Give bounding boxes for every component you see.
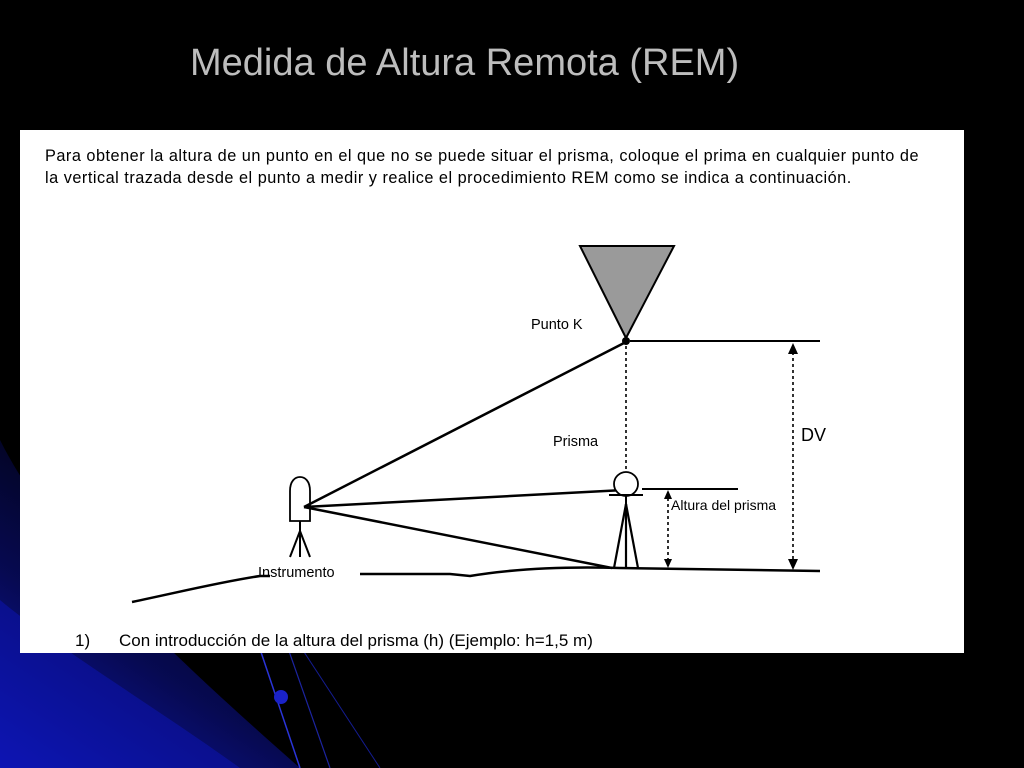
label-altura-prisma: Altura del prisma: [671, 497, 777, 513]
label-instrumento: Instrumento: [258, 565, 335, 581]
label-prisma: Prisma: [553, 434, 599, 450]
document-panel: [20, 130, 964, 653]
intro-paragraph: Para obtener la altura de un punto en el que no se puede situar el prisma, coloque el prima en cualquier punto de la vertical trazada desde el punto a medir y realice el procedimiento REM como se indica a continuación.: [45, 147, 919, 187]
step-text: Con introducción de la altura del prisma (h) (Ejemplo: h=1,5 m): [119, 631, 593, 650]
step-number: 1): [75, 631, 91, 650]
rem-diagram: [20, 130, 964, 653]
prism-icon: [609, 472, 643, 568]
ground-line-right: [360, 568, 820, 576]
dv-dimension: [788, 343, 798, 570]
sight-line-to-base: [304, 507, 612, 568]
sight-line-to-prism: [304, 490, 624, 507]
slide-title: Medida de Altura Remota (REM): [190, 42, 740, 84]
target-triangle-icon: [580, 246, 674, 338]
label-punto-k: Punto K: [531, 317, 583, 333]
sight-line-to-k: [304, 342, 626, 507]
instrument-icon: [290, 477, 310, 557]
decorative-dot: [274, 690, 288, 704]
ground-line: [132, 576, 270, 602]
label-dv: DV: [801, 425, 827, 445]
point-k-marker: [622, 337, 630, 345]
